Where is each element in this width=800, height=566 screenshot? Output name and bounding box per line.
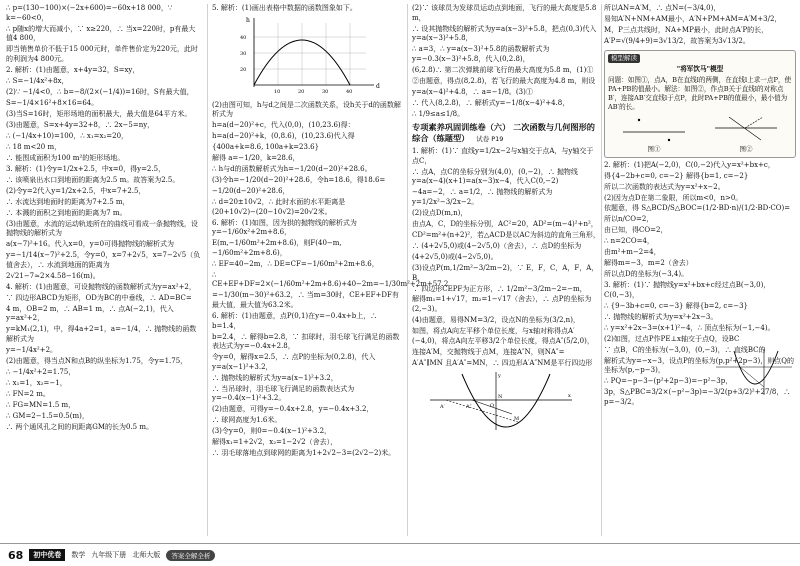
label-x: x bbox=[568, 392, 571, 399]
paragraph: ∴ FG=MN=1.5 m， bbox=[6, 400, 76, 409]
paragraph: ∴ 代入(8,2.8)，∴ 解析式y=−1/8(x−4)²+4.8， bbox=[412, 98, 570, 107]
paragraph: (3)由题意，水流的运动轨迹所在的曲线可看成一条抛物线，设抛物线的解析式为 bbox=[6, 219, 198, 238]
paragraph: {400a+k=8.6, 100a+k=23.6} bbox=[212, 143, 320, 152]
paragraph: h=a(d−20)²+c，代入(0,0)，(10,23.6)得： bbox=[212, 121, 355, 130]
paragraph: ∴ (−1/4x+10)=100，∴ x₁=x₂=20， bbox=[6, 131, 129, 140]
paragraph: (6,2.8)∴ 第二次弹跳前球飞行的最大高度为5.8 m，(1)① bbox=[412, 65, 594, 74]
paragraph: 所以n/CO=2， bbox=[604, 215, 654, 224]
paragraph: 1. 解析：(1)∵ 直线y=1/2x−2与x轴交于点A，与y轴交于点C， bbox=[412, 147, 594, 165]
paragraph: ∴ PQ=−p−3−(p²+2p−3)=−p²−3p， bbox=[604, 377, 733, 386]
figure-2-caption: 图② bbox=[739, 144, 753, 153]
paragraph: ∴ 抛物线的解析式为y=x²+2x−3。 bbox=[604, 312, 718, 321]
graph-xtick: 40 bbox=[346, 88, 353, 95]
paragraph: 由m²+m−2=4， bbox=[604, 248, 661, 257]
paragraph: (3)令h=−1/20(d−20)²+28.6，令h=18.6，得18.6= bbox=[212, 176, 386, 185]
footer-edition: 北师大版 bbox=[132, 551, 161, 559]
paragraph: S=−1/4×16²+8×16=64。 bbox=[6, 98, 99, 107]
paragraph: y=−1/14(x−7)²+2.5，令y=0，x=7+2√5，x=7−2√5（负值舍去），∴ 水流到地面的距离为 bbox=[6, 251, 201, 269]
footer-subject: 数学 bbox=[71, 551, 86, 559]
graph-ytick: 20 bbox=[240, 66, 247, 73]
graph-ytick: 30 bbox=[240, 50, 247, 57]
paragraph: ∴ S=−1/4x²+8x， bbox=[6, 76, 69, 85]
parabola-graph bbox=[236, 15, 386, 97]
paragraph: ∴ 点A，点C的坐标分别为(4,0)，(0,−2)，∴ 抛物线y=a(x−4)(x+1)=a(x−3)x−4，代入C(0,−2) bbox=[412, 167, 578, 186]
paragraph: ∴ CE+EF+DF=2×(−1/60m²+2m+8.6)+40−2m=−1/30m²+2m+57.2 bbox=[212, 270, 449, 289]
paragraph: 连接A′M，交抛物线于点M，连接A″N，则NA″= bbox=[412, 347, 565, 356]
paragraph: 易知A′N+NM+AM最小，A′N+PM+AM=A′M+3/2， bbox=[604, 14, 782, 23]
paragraph: (2)设点D(m,n)， bbox=[412, 209, 468, 217]
paragraph: ②由题意，得点(8,2.8)，若飞行的最大高度为4.8 m，则设 bbox=[412, 76, 596, 85]
note-head: 模型解读 bbox=[608, 54, 640, 63]
paragraph: ∴ d=20±10√2，∴ 此时水面的水平距离是(20+10√2)−(20−10√2)=20√2米。 bbox=[212, 198, 346, 216]
note-title: "将军饮马"模型 bbox=[676, 64, 724, 73]
section-title-text: 专项素养巩固训练卷（六） 二次函数与几何图形的综合（练题型） bbox=[412, 122, 595, 144]
paragraph: E(m,−1/60m²+2m+8.6)，则F(40−m,−1/60m²+2m+8.6)， bbox=[212, 239, 342, 257]
paragraph: ∵ 四边形ABCD为矩形，OD为BC的中垂线，∴ AD=BC= bbox=[6, 293, 192, 302]
paragraph: 4 m，OB=2 m，∴ AB=1 m，∴ 点A(−2,1)，代入y=ax²+2， bbox=[6, 304, 174, 323]
paragraph: ∴ 抛物线的解析式为y=a(x−1)²+3.2， bbox=[212, 373, 338, 382]
brand-name: 初中优卷 bbox=[29, 549, 65, 561]
paragraph: 解析式为y=−x−3，设点P的坐标为(p,p²+2p−3)，则点Q的坐标为(p,−p−3)， bbox=[604, 356, 794, 375]
paragraph: (3)由题意，S=x+4y=32+8，∴ 2x−5=ny， bbox=[6, 120, 155, 129]
paragraph: ∴ 本溅的面积之到地面的距离为7 m。 bbox=[6, 208, 127, 217]
paragraph: 所以AN=A′M，∴ 点N=(−3/4,0)， bbox=[604, 4, 721, 12]
paragraph: ∴ 当吊球时，羽毛球飞行满足的函数表达式为y=−0.4(x−1)²+3.2。 bbox=[212, 384, 355, 403]
paragraph: ∴ x₁=1，x₂=−1， bbox=[6, 378, 67, 387]
paragraph: ∴ 能围成面积为100 m²的矩形场地。 bbox=[6, 153, 125, 162]
column-divider bbox=[407, 4, 408, 536]
paragraph: ∴ FN=2 m。 bbox=[6, 389, 50, 398]
paragraph: ∵ 点B，C的坐标为(−3,0)，(0,−3)，∴ 直线BC的 bbox=[604, 345, 766, 354]
paragraph: ∴ 水流达到地面时的距离为7+2.5 m， bbox=[6, 197, 130, 206]
paragraph: 即当销售单价不低于15 000元时，单件售价定为220元，此时的利润为4 800元。 bbox=[6, 45, 198, 63]
paragraph: ∴ p随x的增大而减小，∵ x≥220，∴ 当x=220时，p有最大值4 800， bbox=[6, 24, 196, 43]
paragraph: =−1/30(m−30)²+63.2，∴ 当m=30时，CE+EF+DF有最大值，最大值为63.2米。 bbox=[212, 291, 399, 309]
column-4 bbox=[604, 4, 796, 409]
paragraph: (4)由题意，易得NM=3/2，设点N的坐标为(3/2,n)， bbox=[412, 316, 580, 325]
label-a-prime: A′ bbox=[440, 403, 445, 410]
paragraph: 由点A，C，D的坐标分别，AC²=20，AD²=(m−4)²+n²， bbox=[412, 219, 598, 228]
label-y: y bbox=[498, 372, 501, 379]
label-m: M bbox=[514, 415, 520, 422]
section-title bbox=[412, 122, 600, 145]
paragraph: a(x−7)²+16。代入x=0，y=0可得抛物线的解析式为 bbox=[6, 240, 175, 249]
page-footer bbox=[0, 543, 800, 566]
paragraph: 5. 解析：(1)画出表格中数据的函数图象如下。 bbox=[212, 4, 357, 12]
paragraph: (2)因为点D在第二象限，所以m<0，n>0。 bbox=[604, 193, 743, 202]
label-a-double-prime: A″ bbox=[466, 403, 472, 410]
paragraph: A′A″∥MN 且A′A″=MN，∴ 四边形A′A″NM是平行四边形 bbox=[412, 358, 593, 367]
paragraph: (2)由题意，可得y=−0.4x+2.8，y=−0.4x+3.2， bbox=[212, 405, 374, 414]
graph-xtick: 30 bbox=[322, 88, 329, 95]
graph-ylabel: h bbox=[246, 16, 250, 24]
paragraph: ∴ 1/9≤a≤1/8。 bbox=[412, 109, 465, 118]
paragraph: A′P=√(9/4+9)=3√13/2，故答案为3√13/2。 bbox=[604, 36, 750, 45]
paragraph: (4+2√5,0)或(4−2√5,0)。 bbox=[412, 252, 498, 261]
graph-xtick: 10 bbox=[274, 88, 281, 95]
paragraph: ∴ n=2CO=4， bbox=[604, 237, 654, 246]
column-divider bbox=[207, 4, 208, 536]
section-ref: 试卷 P19 bbox=[476, 135, 504, 144]
column-3-top bbox=[412, 4, 600, 119]
paragraph: 2. 解析：(1)由题意，x+4y=32，S=xy， bbox=[6, 65, 140, 74]
paragraph: ∴ 两个通风孔之间的间距离GM的长为0.5 m。 bbox=[6, 422, 153, 431]
graph-ytick: 40 bbox=[240, 34, 247, 41]
paragraph: 如图，将点A向左平移个单位长度，与x轴对称得点A′(−4,0)，将点A向左平移3/2个单位长度，得点A″(5/2,0)， bbox=[412, 327, 594, 345]
figure-1-caption: 图① bbox=[647, 144, 661, 153]
page-number: 68 bbox=[8, 548, 24, 562]
paragraph: 得{4−2b+c=0, c=−2} 解得{b=1, c=−2} bbox=[604, 171, 749, 180]
figure-1 bbox=[619, 114, 689, 142]
paragraph: (2)如图，过点P作PE⊥x轴交于点Q，设BC bbox=[604, 334, 740, 343]
paragraph: ∴ 球网高度为1.6米。 bbox=[212, 416, 282, 425]
paragraph: y=−1/4x²+2。 bbox=[6, 345, 58, 354]
paragraph: ∴ GM=2−1.5=0.5(m)， bbox=[6, 411, 89, 420]
paragraph: −1/20(d−20)²+28.6， bbox=[212, 187, 290, 196]
footer-grade: 九年级下册 bbox=[91, 551, 127, 559]
paragraph: 令y=0，解得x=2.5，∴ 点P的坐标为(0,2.8)，代入y=a(x−1)²+3.2， bbox=[212, 353, 376, 371]
paragraph: 2√21−7≈2×4.58−16(m)。 bbox=[6, 271, 100, 280]
paragraph: 解得m₁=1+√17，m₂=1−√17（舍去），∴ 点P的坐标为(2,−3)。 bbox=[412, 295, 592, 314]
paragraph: (2)由图可知，h与d之间是二次函数关系，设h关于d的函数解析式为 bbox=[212, 100, 401, 119]
paragraph: 解得 a=−1/20，k=28.6， bbox=[212, 154, 300, 163]
paragraph: ∴ (4+2√5,0)或(4−2√5,0)（舍去），∴ 点D的坐标为 bbox=[412, 241, 582, 250]
paragraph: ∴ p=(130−100)×(−2x+600)=−60x+18 000，∵ k=−60<0， bbox=[6, 4, 173, 22]
paragraph: 2. 解析：(1)把A(−2,0)，C(0,−2)代入y=x²+bx+c， bbox=[604, 160, 775, 169]
paragraph: ∴ y=x²+2x−3=(x+1)²−4，∴ 顶点坐标为(−1,−4)。 bbox=[604, 323, 775, 332]
paragraph: y=kM₁(2,1)，中，得4a+2=1，a=−1/4，∴ 抛物线的函数解析式为 bbox=[6, 325, 197, 343]
paragraph: ∴ −1/4x²+2=1.75， bbox=[6, 367, 76, 376]
column-1 bbox=[6, 4, 202, 434]
graph-xlabel: d bbox=[376, 82, 380, 90]
paragraph: 解得x₁=1+2√2，x₂=1−2√2（舍去）， bbox=[212, 438, 338, 447]
paragraph: y=a(x−4)²+4.8，∴ a=−1/8。(3)① bbox=[412, 87, 533, 96]
paragraph: ∴ a=3，∴ y=a(x−3)²+5.8的函数解析式为y=−0.3(x−3)²+5.8，代入(0,2.8)， bbox=[412, 45, 550, 63]
paragraph: h=a(d−20)²+k，(0,8.6)，(10,23.6)代入得 bbox=[212, 132, 355, 141]
coordinate-diagram bbox=[426, 370, 576, 432]
note-text: 问题：如图①，点A，B在直线l的两侧，在直线l上求一点P，使PA+PB的值最小。解法：如图②，作点B关于直线l的对称点B′，连接AB′交直线l于点P，此时PA+PB的值最小，最小值为AB′的长。 bbox=[608, 75, 792, 111]
model-note-box bbox=[604, 50, 796, 158]
paragraph: (3)设点P(m,1/2m²−3/2m−2)，∵ E，F，C，A，F，A，B， bbox=[412, 263, 599, 282]
paragraph: M，P三点共线时，NA+MP最小，此时点A′P的长， bbox=[604, 25, 769, 34]
paragraph: 所以点D的坐标为(−3,4)。 bbox=[604, 270, 689, 279]
paragraph: 3. 解析：(1)∵ 抛物线y=x²+bx+c经过点B(−3,0)，C(0,−3)， bbox=[604, 281, 771, 299]
paragraph: 4. 解析：(1)由题意，可设抛物线的函数解析式为y=ax²+2， bbox=[6, 282, 196, 291]
paragraph: b=2.4，∴ 解得b=2.8，∵ 扣球时，羽毛球飞行满足的函数表达式为y=−0.4x+2.8， bbox=[212, 332, 400, 351]
column-divider bbox=[601, 4, 602, 536]
paragraph: (3)令y=0，则0=−0.4(x−1)²+3.2， bbox=[212, 427, 332, 436]
paragraph: (3)当S=16时，矩形场地的面积最大，最大值是64平方米。 bbox=[6, 109, 192, 118]
paragraph: −4a=−2，∴ a=1/2，∴ 抛物线的解析式为y=1/2x²−3/2x−2。 bbox=[412, 188, 553, 207]
paragraph: ∴ {9−3b+c=0, c=−3} 解得{b=2, c=−3} bbox=[604, 301, 748, 310]
answer-badge: 答案全解全析 bbox=[166, 550, 215, 561]
paragraph: (2)∵ 该球员为发球员运动点到地面，飞行的最大高度是5.8 m， bbox=[412, 4, 597, 22]
paragraph: ∵ 四边形CEPF为正方形，∴ 1/2m²−3/2m−2=−m， bbox=[412, 284, 587, 293]
paragraph: 所以二次函数的表达式为y=x²+x−2。 bbox=[604, 182, 725, 191]
column-4-top bbox=[604, 4, 796, 47]
paragraph: (2)由题意，得当点N和点B的纵坐标为1.75，令y=1.75， bbox=[6, 356, 188, 365]
paragraph: 3p，S△PBC=3/2×(−p²−3p)=−3/2(p+3/2)²+27/8，∴ p=−3/2。 bbox=[604, 388, 791, 407]
paragraph: 由已知，得CO=2， bbox=[604, 226, 668, 235]
column-3-body bbox=[412, 147, 600, 368]
paragraph: 6. 解析：(1)由题意，点P(0,1)在y=−0.4x+b上，∴ b=1.4， bbox=[212, 311, 378, 330]
paragraph: ∴ EF=40−2m，∴ DE=CF=−1/60m²+2m+8.6， bbox=[212, 259, 379, 268]
paragraph: ∴ 18 m<20 m， bbox=[6, 142, 62, 151]
paragraph: 依题意，得 S△BCD/S△BOC=(1/2·BD·n)/(1/2·BD·CO)= bbox=[604, 204, 791, 213]
paragraph: (2)令y=2代入y=1/2x+2.5，中x=7+2.5， bbox=[6, 186, 146, 195]
paragraph: (2)∵ −1/4<0，∴ b=−8/(2×(−1/4))=16时，S有最大值， bbox=[6, 87, 194, 96]
figure-2 bbox=[711, 114, 781, 142]
label-o: O bbox=[490, 402, 495, 409]
paragraph: ∴ 羽毛球落地点到球网的距离为1+2√2−3=(2√2−2)米。 bbox=[212, 449, 396, 458]
paragraph: ∴ h与d的函数解析式为h=−1/20(d−20)²+28.6。 bbox=[212, 165, 372, 174]
column-3 bbox=[412, 4, 600, 435]
paragraph: ∴ 设其抛物线的解析式为y=a(x−3)²+5.8，把点(0,3)代入y=a(x−3)²+5.8， bbox=[412, 24, 597, 43]
paragraph: 6. 解析：(1)如图，因为拱的抛物线的解析式为y=−1/60x²+2m+8.6， bbox=[212, 218, 357, 237]
paragraph: 解得m=−3，m=2（舍去） bbox=[604, 259, 693, 268]
paragraph: 3. 解析：(1)令y=1/2x+2.5，中x=0，得y=2.5， bbox=[6, 164, 166, 173]
paragraph: CD²=m²+(n+2)²，若△ACD是以AC为斜边的直角三角形， bbox=[412, 230, 600, 239]
paragraph: ∴ 该喷泉出水口到地面的距离为2.5 m。故答案为2.5。 bbox=[6, 175, 180, 184]
label-n: N bbox=[498, 393, 503, 400]
graph-xtick: 20 bbox=[298, 88, 305, 95]
